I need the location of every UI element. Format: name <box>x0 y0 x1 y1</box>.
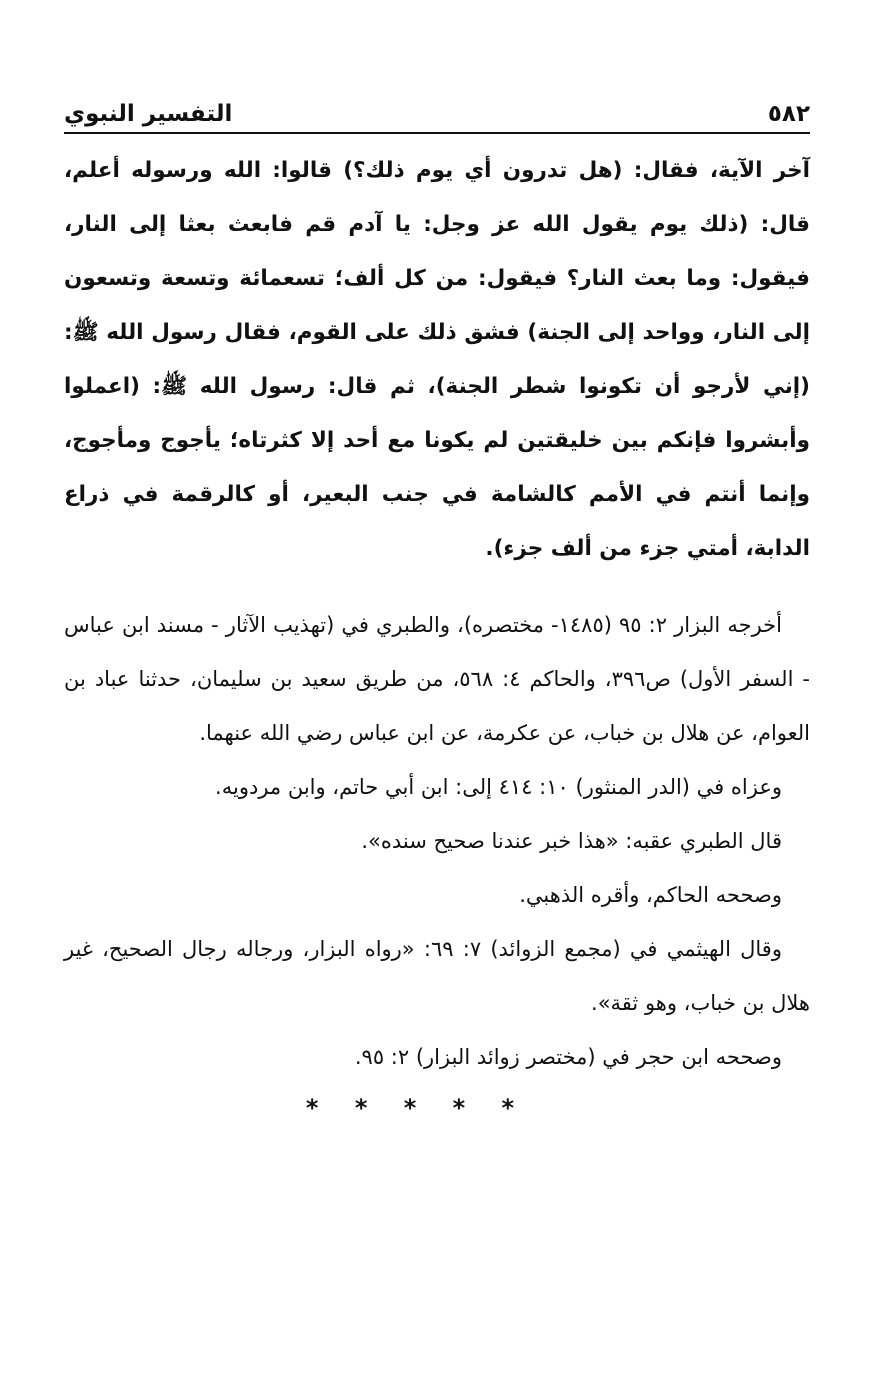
page-header <box>64 96 810 134</box>
takhrij-paragraph-4: وصححه الحاكم، وأقره الذهبي. <box>519 882 782 907</box>
page <box>64 96 810 1122</box>
running-title: التفسير النبوي <box>64 101 233 127</box>
page-number: ٥٨٢ <box>767 101 810 127</box>
takhrij-paragraph-6: وصححه ابن حجر في (مختصر زوائد البزار) ٢: ٩٥. <box>354 1044 782 1069</box>
takhrij-paragraph-3: قال الطبري عقبه: «هذا خبر عندنا صحيح سنده». <box>361 828 782 853</box>
takhrij-paragraph-5: وقال الهيثمي في (مجمع الزوائد) ٧: ٦٩: «رواه البزار، ورجاله رجال الصحيح، غير هلال بن خباب، وهو ثقة». <box>64 936 810 1015</box>
takhrij-paragraph-1: أخرجه البزار ٢: ٩٥ (١٤٨٥- مختصره)، والطبري في (تهذيب الآثار - مسند ابن عباس - السفر الأول) ص٣٩٦، والحاكم ٤: ٥٦٨، من طريق سعيد بن سليمان، حدثنا عباد بن العوام، عن هلال بن خباب، عن عكرمة، عن ابن عباس رضي الله عنهما. <box>64 612 810 745</box>
hadith-text: آخر الآية، فقال: (هل تدرون أي يوم ذلك؟) قالوا: الله ورسوله أعلم، قال: (ذلك يوم يقول الله عز وجل: يا آدم قم فابعث بعثا إلى النار، فيقول: وما بعث النار؟ فيقول: من كل ألف؛ تسعمائة وتسعة وتسعون إلى النار، وواحد إلى الجنة) فشق ذلك على القوم، فقال رسول الله ﷺ: (إني لأرجو أن تكونوا شطر الجنة)، ثم قال: رسول الله ﷺ: (اعملوا وأبشروا فإنكم بين خليقتين لم يكونا مع أحد إلا كثرتاه؛ يأجوج ومأجوج، وإنما أنتم في الأمم كالشامة في جنب البعير، أو كالرقمة في ذراع الدابة، أمتي جزء من ألف جزء). <box>64 158 810 561</box>
section-separator: * * * * * <box>305 1093 529 1122</box>
takhrij-paragraph-2: وعزاه في (الدر المنثور) ١٠: ٤١٤ إلى: ابن أبي حاتم، وابن مردويه. <box>215 774 782 799</box>
